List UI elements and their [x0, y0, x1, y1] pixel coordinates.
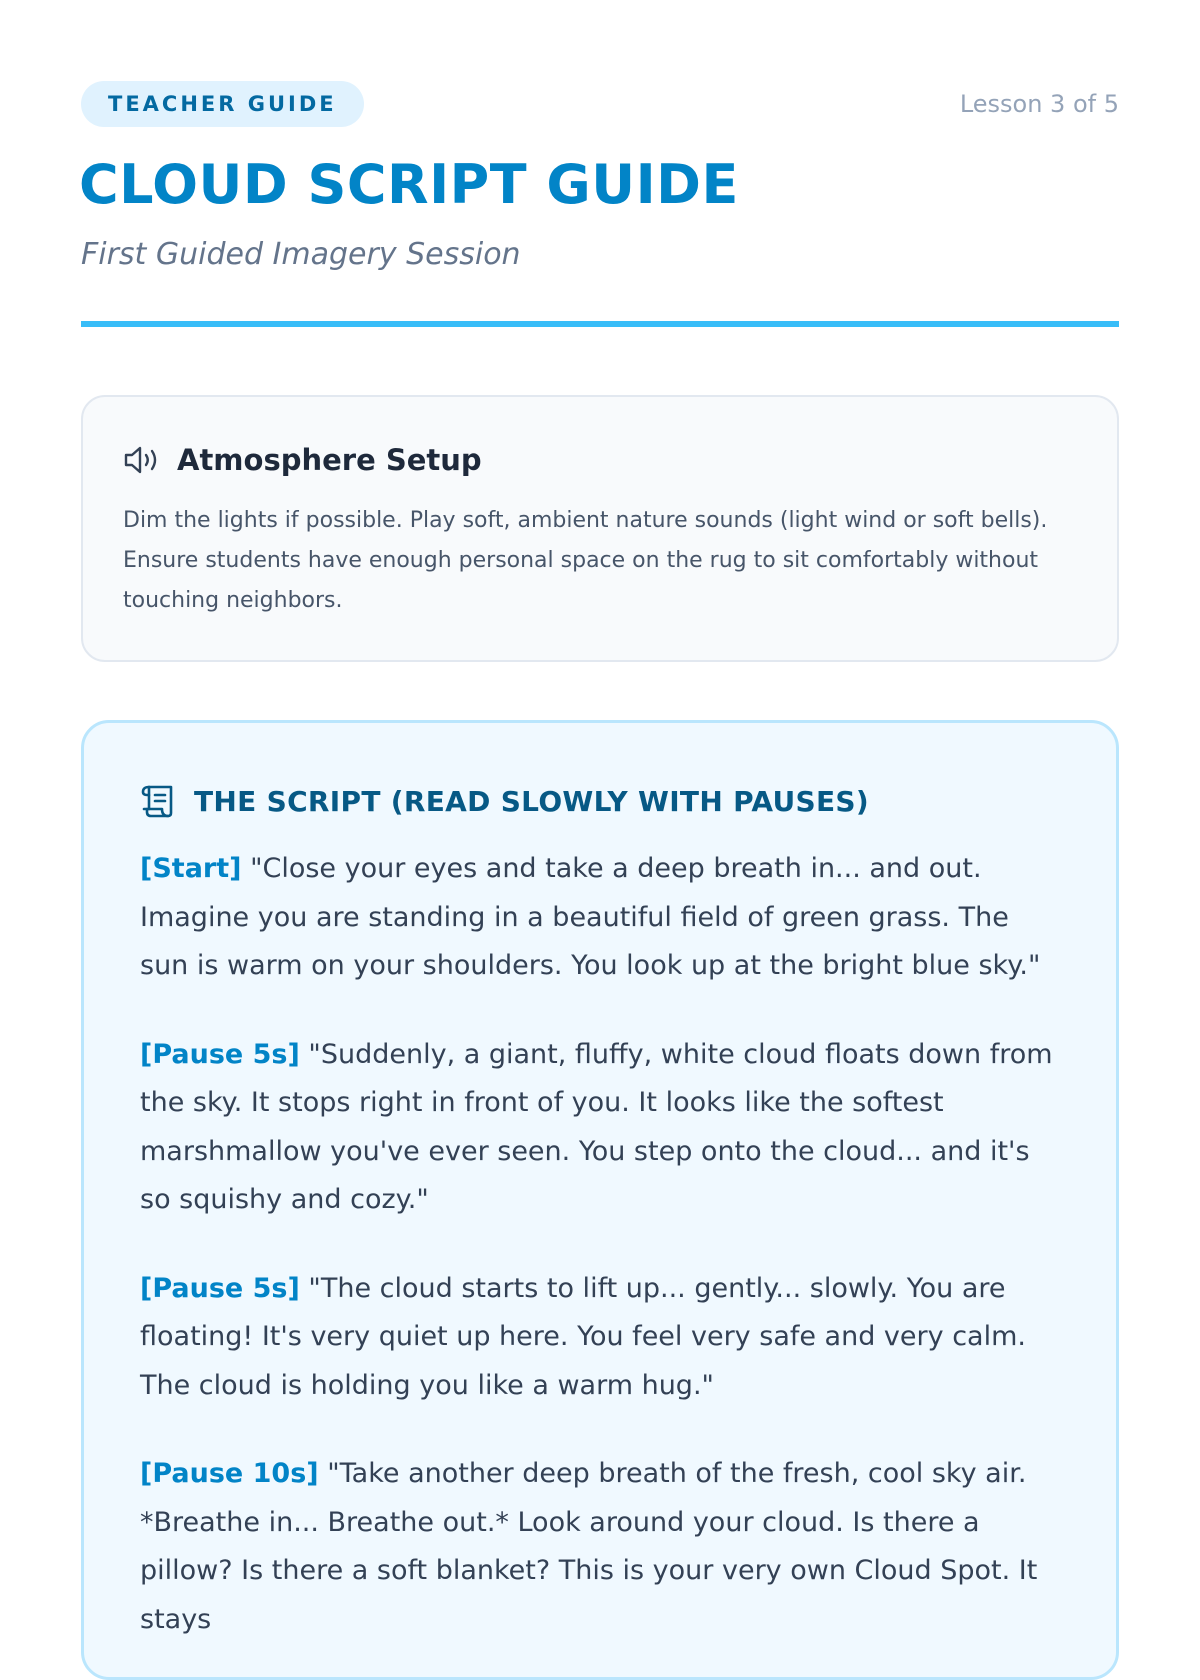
teacher-guide-badge: TEACHER GUIDE: [81, 81, 364, 127]
script-text: "Close your eyes and take a deep breath in... and out. Imagine you are standing in a beautiful field of green grass. The sun is warm on your shoulders. You look up at the bright blue sky.": [140, 853, 1041, 981]
script-cue: [Start]: [140, 853, 242, 884]
script-text: "Suddenly, a giant, fluffy, white cloud floats down from the sky. It stops right in front of you. It looks like the softest marshmallow you've ever seen. You step onto the cloud... and it's so squishy and cozy.": [140, 1038, 1053, 1215]
speaker-icon: [123, 444, 161, 476]
script-paragraph-pause-3: [140, 1450, 1062, 1644]
script-cue: [Pause 5s]: [140, 1038, 300, 1070]
script-cue: [Pause 5s]: [140, 1272, 300, 1304]
header-divider: [81, 321, 1119, 327]
script-title: THE SCRIPT (READ SLOWLY WITH PAUSES): [194, 784, 869, 818]
page-subtitle: First Guided Imagery Session: [81, 237, 521, 272]
script-paragraph-pause-2: [140, 1265, 1062, 1411]
header-row: [81, 81, 1119, 127]
script-cue: [Pause 10s]: [140, 1458, 319, 1489]
atmosphere-heading: [123, 440, 1077, 480]
lesson-counter: Lesson 3 of 5: [959, 90, 1119, 118]
script-text: "Take another deep breath of the fresh, cool sky air. *Breathe in... Breathe out.* Look around your cloud. Is there a pillow? Is there a soft blanket? This is your very own Cloud Spot. It stays: [140, 1458, 1038, 1635]
script-card: [81, 720, 1119, 1680]
script-heading: [140, 781, 1062, 821]
scroll-icon: [140, 783, 178, 819]
atmosphere-setup-card: [81, 395, 1119, 662]
atmosphere-body: Dim the lights if possible. Play soft, ambient nature sounds (light wind or soft bells). Ensure students have enough personal space on the rug to sit comfortably without touching neighbors.: [123, 508, 1048, 613]
script-paragraph-pause-1: [140, 1031, 1062, 1225]
page-title: CLOUD SCRIPT GUIDE: [79, 153, 739, 216]
script-text: "The cloud starts to lift up... gently... slowly. You are floating! It's very quiet up here. You feel very safe and very calm. The cloud is holding you like a warm hug.": [140, 1272, 1026, 1401]
atmosphere-title: Atmosphere Setup: [177, 443, 482, 477]
script-paragraph-start: [140, 845, 1062, 991]
